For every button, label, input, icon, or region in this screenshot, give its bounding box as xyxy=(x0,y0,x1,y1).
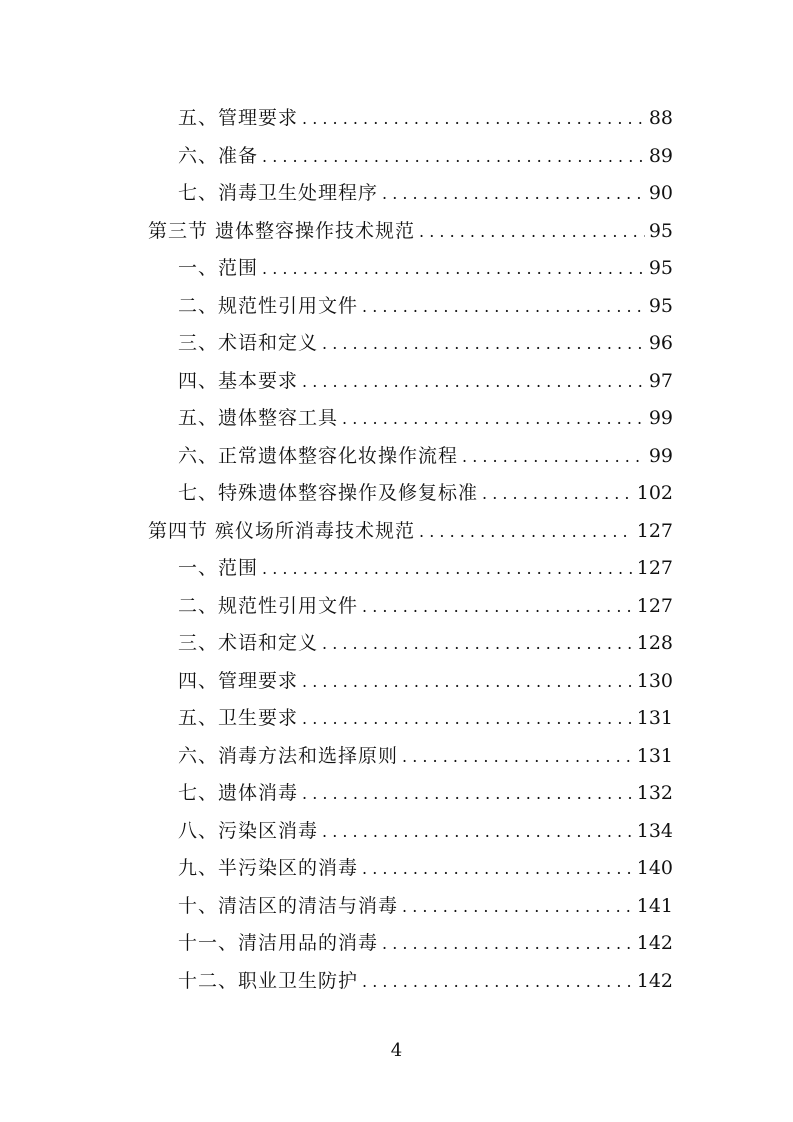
toc-entry-page: 90 xyxy=(648,182,673,204)
toc-entry-page: 131 xyxy=(636,707,673,729)
toc-entry[interactable] xyxy=(178,663,673,700)
toc-entry[interactable] xyxy=(178,288,673,325)
toc-entry-title: 三、术语和定义 xyxy=(178,632,319,654)
toc-entry-title: 七、消毒卫生处理程序 xyxy=(178,182,379,204)
dot-leader xyxy=(419,213,645,250)
toc-entry-page: 97 xyxy=(648,369,673,392)
dot-leader xyxy=(302,700,633,737)
toc-entry-title: 二、规范性引用文件 xyxy=(178,294,359,317)
toc-entry-title: 六、准备 xyxy=(178,144,259,167)
toc-entry-title: 五、管理要求 xyxy=(178,107,299,129)
toc-entry[interactable] xyxy=(178,813,673,850)
toc-entry-title: 十一、清洁用品的消毒 xyxy=(178,932,379,954)
dot-leader xyxy=(322,813,633,850)
toc-entry-page: 132 xyxy=(636,782,673,804)
toc-entry-page: 142 xyxy=(636,932,673,954)
toc-entry[interactable] xyxy=(178,100,673,137)
dot-leader xyxy=(362,963,633,1000)
toc-entry-title: 五、卫生要求 xyxy=(178,707,299,729)
toc-entry-page: 141 xyxy=(636,894,673,917)
toc-entry[interactable] xyxy=(178,625,673,662)
dot-leader xyxy=(382,925,633,962)
dot-leader xyxy=(362,588,633,625)
dot-leader xyxy=(362,850,633,887)
toc-entry-page: 96 xyxy=(648,332,673,354)
toc-entry[interactable] xyxy=(178,325,673,362)
dot-leader xyxy=(262,138,645,175)
toc-entry-title: 二、规范性引用文件 xyxy=(178,594,359,617)
toc-entry-page: 128 xyxy=(636,632,673,654)
toc-entry[interactable] xyxy=(178,250,673,287)
toc-entry-title: 四、基本要求 xyxy=(178,369,299,392)
toc-entry-title: 七、特殊遗体整容操作及修复标准 xyxy=(178,482,479,504)
dot-leader xyxy=(462,438,645,475)
page-number: 4 xyxy=(390,1040,403,1061)
toc-entry-page: 131 xyxy=(636,744,673,767)
toc-entry-title: 三、术语和定义 xyxy=(178,332,319,354)
dot-leader xyxy=(322,625,633,662)
toc-entry-title: 九、半污染区的消毒 xyxy=(178,857,359,879)
toc-entry-title: 第三节 遗体整容操作技术规范 xyxy=(148,219,416,242)
toc-entry-page: 99 xyxy=(648,407,673,429)
dot-leader xyxy=(302,363,645,400)
dot-leader xyxy=(382,175,645,212)
toc-entry[interactable] xyxy=(178,475,673,512)
dot-leader xyxy=(302,100,645,137)
toc-entry-page: 127 xyxy=(636,519,673,542)
toc-entry[interactable] xyxy=(178,963,673,1000)
toc-entry-title: 一、范围 xyxy=(178,257,259,279)
dot-leader xyxy=(419,513,633,550)
toc-entry-page: 140 xyxy=(636,857,673,879)
toc-entry[interactable] xyxy=(178,175,673,212)
toc-entry-title: 第四节 殡仪场所消毒技术规范 xyxy=(148,519,416,542)
dot-leader xyxy=(402,738,633,775)
dot-leader xyxy=(262,250,645,287)
toc-entry-page: 134 xyxy=(636,819,673,842)
toc-entry[interactable] xyxy=(178,888,673,925)
toc-entry-title: 六、正常遗体整容化妆操作流程 xyxy=(178,444,459,467)
toc-section-entry[interactable] xyxy=(148,513,673,550)
toc-entry-page: 130 xyxy=(636,669,673,692)
dot-leader xyxy=(322,325,645,362)
dot-leader xyxy=(302,775,633,812)
toc-entry[interactable] xyxy=(178,588,673,625)
toc-entry-page: 99 xyxy=(648,444,673,467)
toc-entry-title: 四、管理要求 xyxy=(178,669,299,692)
toc-entry-page: 127 xyxy=(636,557,673,579)
dot-leader xyxy=(302,663,633,700)
dot-leader xyxy=(402,888,633,925)
toc-entry-page: 95 xyxy=(648,219,673,242)
toc-entry-page: 102 xyxy=(636,482,673,504)
toc-entry-title: 七、遗体消毒 xyxy=(178,782,299,804)
toc-entry[interactable] xyxy=(178,738,673,775)
dot-leader xyxy=(482,475,633,512)
toc-entry[interactable] xyxy=(178,550,673,587)
toc-entry[interactable] xyxy=(178,438,673,475)
dot-leader xyxy=(342,400,645,437)
toc-entry-title: 八、污染区消毒 xyxy=(178,819,319,842)
toc-entry-page: 95 xyxy=(648,257,673,279)
toc-entry-page: 142 xyxy=(636,969,673,992)
toc-entry[interactable] xyxy=(178,925,673,962)
toc-entry[interactable] xyxy=(178,400,673,437)
toc-entry-page: 89 xyxy=(648,144,673,167)
toc-entry[interactable] xyxy=(178,700,673,737)
toc-entry-title: 十、清洁区的清洁与消毒 xyxy=(178,894,399,917)
toc-entry[interactable] xyxy=(178,775,673,812)
toc-entry-title: 十二、职业卫生防护 xyxy=(178,969,359,992)
toc-entry-title: 六、消毒方法和选择原则 xyxy=(178,744,399,767)
toc-entry[interactable] xyxy=(178,850,673,887)
toc-entry-title: 一、范围 xyxy=(178,557,259,579)
toc-entry[interactable] xyxy=(178,363,673,400)
dot-leader xyxy=(262,550,633,587)
dot-leader xyxy=(362,288,645,325)
toc-entry-page: 127 xyxy=(636,594,673,617)
toc-entry[interactable] xyxy=(178,138,673,175)
toc-entry-title: 五、遗体整容工具 xyxy=(178,407,339,429)
toc-section-entry[interactable] xyxy=(148,213,673,250)
toc-entry-page: 95 xyxy=(648,294,673,317)
toc-entry-page: 88 xyxy=(648,107,673,129)
